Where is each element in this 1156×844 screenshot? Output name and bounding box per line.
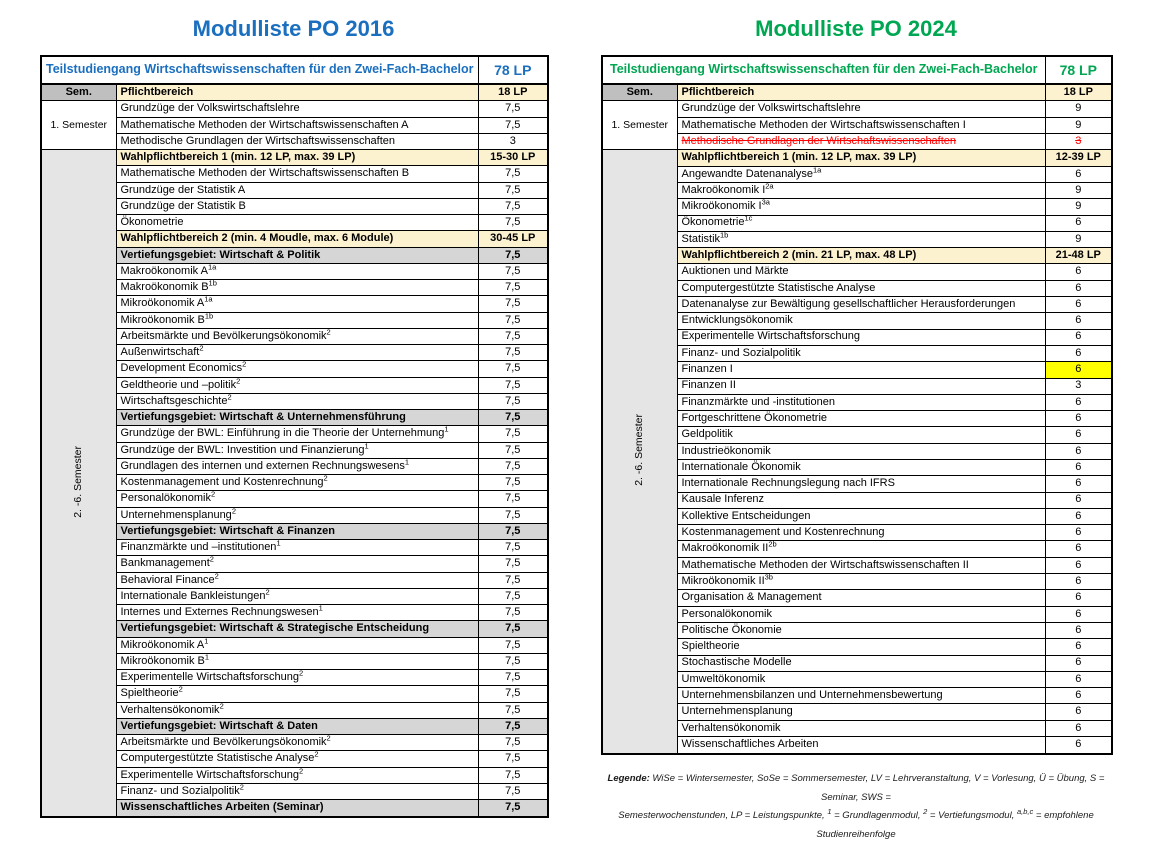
lp-cell: 7,5 xyxy=(478,312,548,328)
legend-superscript: 1 xyxy=(827,806,832,816)
legend-line-2 xyxy=(591,807,1121,844)
table-row xyxy=(41,653,548,669)
table-row xyxy=(41,361,548,377)
page-title-po2024: Modulliste PO 2024 xyxy=(755,16,957,41)
table-row xyxy=(41,328,548,344)
legend-superscript: a,b,c xyxy=(1016,806,1034,816)
lp-cell: 6 xyxy=(1045,443,1112,459)
table-row xyxy=(41,312,548,328)
table-row xyxy=(41,166,548,182)
module-cell: Wissenschaftliches Arbeiten xyxy=(677,737,1045,754)
table-row xyxy=(41,800,548,817)
table-row xyxy=(602,688,1112,704)
table-row xyxy=(41,117,548,133)
table-row xyxy=(41,442,548,458)
module-cell: Auktionen und Märkte xyxy=(677,264,1045,280)
lp-cell: 7,5 xyxy=(478,198,548,214)
module-cell: Organisation & Management xyxy=(677,590,1045,606)
module-cell: Unternehmensplanung$^2$ xyxy=(116,507,478,523)
table-row xyxy=(41,735,548,751)
table-row xyxy=(41,670,548,686)
lp-cell: 7,5 xyxy=(478,117,548,133)
table-row xyxy=(602,671,1112,687)
legend xyxy=(591,770,1121,844)
module-table-po2024 xyxy=(601,55,1113,755)
module-cell: Computergestützte Statistische Analyse xyxy=(677,280,1045,296)
table-row xyxy=(602,84,1112,101)
module-cell: Experimentelle Wirtschaftsforschung$^2$ xyxy=(116,670,478,686)
legend-text: = Grundlagenmodul, xyxy=(831,810,924,822)
module-cell: Internationale Bankleistungen$^2$ xyxy=(116,588,478,604)
table-row xyxy=(41,751,548,767)
table-row xyxy=(41,150,548,166)
lp-cell: 7,5 xyxy=(478,280,548,296)
table-row xyxy=(41,182,548,198)
module-cell: Wahlpflichtbereich 1 (min. 12 LP, max. 39 LP) xyxy=(677,150,1045,166)
module-cell: Finanzen I xyxy=(677,362,1045,378)
table-row xyxy=(602,362,1112,378)
lp-cell: 6 xyxy=(1045,427,1112,443)
lp-cell: 7,5 xyxy=(478,783,548,799)
table-row xyxy=(41,572,548,588)
lp-cell: 6 xyxy=(1045,590,1112,606)
table-row xyxy=(602,313,1112,329)
module-cell: Datenanalyse zur Bewältigung gesellschaftlicher Herausforderungen xyxy=(677,297,1045,313)
module-cell: Methodische Grundlagen der Wirtschaftswissenschaften xyxy=(116,133,478,149)
module-cell: Angewandte Datenanalyse$^{1a}$ xyxy=(677,166,1045,182)
module-cell: Geldtheorie und –politik$^2$ xyxy=(116,377,478,393)
module-cell: Internationale Ökonomik xyxy=(677,459,1045,475)
lp-cell: 7,5 xyxy=(478,247,548,263)
module-cell: Pflichtbereich xyxy=(116,84,478,101)
lp-cell: 6 xyxy=(1045,655,1112,671)
module-cell: Internes und Externes Rechnungswesen$^1$ xyxy=(116,605,478,621)
lp-cell: 7,5 xyxy=(478,670,548,686)
lp-cell: 7,5 xyxy=(478,410,548,426)
lp-cell: 6 xyxy=(1045,264,1112,280)
table-row xyxy=(41,702,548,718)
lp-cell: 6 xyxy=(1045,622,1112,638)
table-row xyxy=(41,263,548,279)
legend-line-1 xyxy=(591,770,1121,807)
module-cell: Kausale Inferenz xyxy=(677,492,1045,508)
table-row xyxy=(602,492,1112,508)
lp-cell: 18 LP xyxy=(478,84,548,101)
lp-cell: 7,5 xyxy=(478,458,548,474)
table-row xyxy=(41,426,548,442)
table-row xyxy=(602,117,1112,133)
table-row xyxy=(602,297,1112,313)
lp-cell: 6 xyxy=(1045,215,1112,231)
lp-cell: 6 xyxy=(1045,411,1112,427)
lp-cell: 7,5 xyxy=(478,491,548,507)
module-cell: Wirtschaftsgeschichte$^2$ xyxy=(116,393,478,409)
lp-cell: 3 xyxy=(1045,134,1112,150)
lp-cell: 7,5 xyxy=(478,166,548,182)
lp-cell: 6 xyxy=(1045,329,1112,345)
module-cell: Grundzüge der Volkswirtschaftslehre xyxy=(116,101,478,117)
lp-cell: 7,5 xyxy=(478,751,548,767)
module-cell: Development Economics$^2$ xyxy=(116,361,478,377)
module-cell: Personalökonomik xyxy=(677,606,1045,622)
module-cell: Grundzüge der Statistik A xyxy=(116,182,478,198)
module-cell: Mikroökonomik $A^1$ xyxy=(116,637,478,653)
table-row xyxy=(602,378,1112,394)
module-cell: Wissenschaftliches Arbeiten (Seminar) xyxy=(116,800,478,817)
module-cell: Makroökonomik $B^{1b}$ xyxy=(116,280,478,296)
table-row xyxy=(41,84,548,101)
lp-cell: 9 xyxy=(1045,101,1112,117)
sem-header-cell: Sem. xyxy=(41,84,116,101)
lp-cell: 21-48 LP xyxy=(1045,248,1112,264)
module-cell: Vertiefungsgebiet: Wirtschaft & Unternehmensführung xyxy=(116,410,478,426)
sem-cell: 2. -6. Semester xyxy=(41,150,116,817)
lp-cell: 6 xyxy=(1045,557,1112,573)
legend-text: = Vertiefungsmodul, xyxy=(927,810,1017,822)
lp-cell: 6 xyxy=(1045,574,1112,590)
module-cell: Wahlpflichtbereich 2 (min. 21 LP, max. 48 LP) xyxy=(677,248,1045,264)
lp-cell: 3 xyxy=(1045,378,1112,394)
sem-header-cell: Sem. xyxy=(602,84,677,101)
table-row xyxy=(602,231,1112,247)
table-row xyxy=(41,491,548,507)
lp-cell: 7,5 xyxy=(478,263,548,279)
table-row xyxy=(602,264,1112,280)
table-row xyxy=(41,198,548,214)
table-row xyxy=(602,329,1112,345)
table-row xyxy=(602,639,1112,655)
module-cell: Arbeitsmärkte und Bevölkerungsökonomik$^2$ xyxy=(116,328,478,344)
module-table-panel-po2016 xyxy=(40,55,547,818)
lp-cell: 6 xyxy=(1045,313,1112,329)
module-cell: Entwicklungsökonomik xyxy=(677,313,1045,329)
module-cell: Außenwirtschaft$^2$ xyxy=(116,345,478,361)
lp-cell: 7,5 xyxy=(478,426,548,442)
table-row xyxy=(41,280,548,296)
table-row xyxy=(602,248,1112,264)
table-row xyxy=(602,411,1112,427)
table-header-row xyxy=(602,56,1112,84)
table-row xyxy=(602,427,1112,443)
lp-cell: 7,5 xyxy=(478,345,548,361)
module-cell: Experimentelle Wirtschaftsforschung$^2$ xyxy=(116,767,478,783)
table-row xyxy=(41,507,548,523)
lp-cell: 6 xyxy=(1045,459,1112,475)
table-row xyxy=(41,686,548,702)
table-row xyxy=(602,101,1112,117)
table-row xyxy=(41,393,548,409)
module-cell: Ökonometrie xyxy=(116,215,478,231)
table-row xyxy=(41,718,548,734)
lp-cell: 7,5 xyxy=(478,215,548,231)
module-cell: Umweltökonomik xyxy=(677,671,1045,687)
table-row xyxy=(602,508,1112,524)
module-cell: Vertiefungsgebiet: Wirtschaft & Daten xyxy=(116,718,478,734)
lp-cell: 6 xyxy=(1045,541,1112,557)
module-cell: Finanzmärkte und –institutionen$^1$ xyxy=(116,540,478,556)
table-row xyxy=(602,574,1112,590)
lp-cell: 6 xyxy=(1045,345,1112,361)
lp-cell: 7,5 xyxy=(478,621,548,637)
sem-cell: 2. -6. Semester xyxy=(602,150,677,754)
lp-cell: 6 xyxy=(1045,671,1112,687)
module-cell: Bankmanagement$^2$ xyxy=(116,556,478,572)
sem-cell: 1. Semester xyxy=(602,101,677,150)
table-row xyxy=(41,523,548,539)
module-cell: Unternehmensbilanzen und Unternehmensbewertung xyxy=(677,688,1045,704)
page-title-po2016: Modulliste PO 2016 xyxy=(192,16,395,41)
lp-cell: 6 xyxy=(1045,280,1112,296)
table-header-title: Teilstudiengang Wirtschaftswissenschaften für den Zwei-Fach-Bachelor xyxy=(41,56,478,84)
module-cell: Computergestützte Statistische Analyse$^2$ xyxy=(116,751,478,767)
table-row xyxy=(41,783,548,799)
module-cell: Mikroökonomik $I^{3a}$ xyxy=(677,199,1045,215)
lp-cell: 6 xyxy=(1045,737,1112,754)
table-header-lp: 78 LP xyxy=(478,56,548,84)
module-cell: Wahlpflichtbereich 2 (min. 4 Moudle, max. 6 Module) xyxy=(116,231,478,247)
table-row xyxy=(41,231,548,247)
table-row xyxy=(41,475,548,491)
module-cell: Mathematische Methoden der Wirtschaftswissenschaften II xyxy=(677,557,1045,573)
lp-cell: 7,5 xyxy=(478,702,548,718)
lp-cell: 6 xyxy=(1045,166,1112,182)
lp-cell: 7,5 xyxy=(478,475,548,491)
table-row xyxy=(602,345,1112,361)
module-cell: Verhaltensökonomik xyxy=(677,720,1045,736)
table-row xyxy=(602,525,1112,541)
lp-cell: 30-45 LP xyxy=(478,231,548,247)
module-cell: Experimentelle Wirtschaftsforschung xyxy=(677,329,1045,345)
table-row xyxy=(602,720,1112,736)
module-cell: Behavioral Finance$^2$ xyxy=(116,572,478,588)
module-cell: Unternehmensplanung xyxy=(677,704,1045,720)
table-row xyxy=(41,133,548,149)
module-cell: Kostenmanagement und Kostenrechnung$^2$ xyxy=(116,475,478,491)
lp-cell: 7,5 xyxy=(478,718,548,734)
lp-cell: 6 xyxy=(1045,362,1112,378)
module-cell: Mikroökonomik $II^{3b}$ xyxy=(677,574,1045,590)
module-cell: Kostenmanagement und Kostenrechnung xyxy=(677,525,1045,541)
lp-cell: 7,5 xyxy=(478,653,548,669)
table-row xyxy=(602,557,1112,573)
legend-label: Legende: xyxy=(607,773,650,784)
module-cell: Politische Ökonomie xyxy=(677,622,1045,638)
lp-cell: 7,5 xyxy=(478,800,548,817)
lp-cell: 9 xyxy=(1045,117,1112,133)
module-cell: Industrieökonomik xyxy=(677,443,1045,459)
module-cell: Spieltheorie$^2$ xyxy=(116,686,478,702)
lp-cell: 7,5 xyxy=(478,523,548,539)
module-cell: Mathematische Methoden der Wirtschaftswissenschaften I xyxy=(677,117,1045,133)
table-row xyxy=(41,410,548,426)
module-cell: Grundzüge der Statistik B xyxy=(116,198,478,214)
lp-cell: 6 xyxy=(1045,720,1112,736)
module-cell: Mikroökonomik $B^{1b}$ xyxy=(116,312,478,328)
table-row xyxy=(41,215,548,231)
module-cell: Grundzüge der BWL: Einführung in die Theorie der Unternehmung$^1$ xyxy=(116,426,478,442)
legend-superscript: 2 xyxy=(923,806,928,816)
lp-cell: 7,5 xyxy=(478,328,548,344)
lp-cell: 12-39 LP xyxy=(1045,150,1112,166)
module-cell: Fortgeschrittene Ökonometrie xyxy=(677,411,1045,427)
module-cell: Vertiefungsgebiet: Wirtschaft & Finanzen xyxy=(116,523,478,539)
lp-cell: 6 xyxy=(1045,297,1112,313)
lp-cell: 6 xyxy=(1045,606,1112,622)
module-cell: Internationale Rechnungslegung nach IFRS xyxy=(677,476,1045,492)
lp-cell: 7,5 xyxy=(478,572,548,588)
table-row xyxy=(602,199,1112,215)
module-cell: Spieltheorie xyxy=(677,639,1045,655)
table-row xyxy=(41,767,548,783)
lp-cell: 7,5 xyxy=(478,767,548,783)
module-cell: Wahlpflichtbereich 1 (min. 12 LP, max. 39 LP) xyxy=(116,150,478,166)
lp-cell: 7,5 xyxy=(478,296,548,312)
lp-cell: 7,5 xyxy=(478,588,548,604)
lp-cell: 3 xyxy=(478,133,548,149)
module-cell: Vertiefungsgebiet: Wirtschaft & Strategische Entscheidung xyxy=(116,621,478,637)
table-row xyxy=(602,655,1112,671)
table-row xyxy=(602,622,1112,638)
table-header-title: Teilstudiengang Wirtschaftswissenschaften für den Zwei-Fach-Bachelor xyxy=(602,56,1045,84)
lp-cell: 7,5 xyxy=(478,735,548,751)
lp-cell: 7,5 xyxy=(478,442,548,458)
module-cell: Methodische Grundlagen der Wirtschaftswissenschaften xyxy=(677,134,1045,150)
lp-cell: 9 xyxy=(1045,199,1112,215)
legend-text: Semesterwochenstunden, LP = Leistungspunkte, xyxy=(618,810,828,822)
table-row xyxy=(602,459,1112,475)
table-row xyxy=(41,588,548,604)
lp-cell: 6 xyxy=(1045,476,1112,492)
table-row xyxy=(602,150,1112,166)
module-cell: Finanz- und Sozialpolitik$^2$ xyxy=(116,783,478,799)
table-row xyxy=(41,345,548,361)
lp-cell: 7,5 xyxy=(478,377,548,393)
table-row xyxy=(602,215,1112,231)
table-row xyxy=(41,377,548,393)
module-cell: Grundzüge der BWL: Investition und Finanzierung$^1$ xyxy=(116,442,478,458)
module-cell: Makroökonomik $II^{2b}$ xyxy=(677,541,1045,557)
lp-cell: 7,5 xyxy=(478,540,548,556)
lp-cell: 6 xyxy=(1045,508,1112,524)
table-row xyxy=(41,605,548,621)
module-cell: Kollektive Entscheidungen xyxy=(677,508,1045,524)
module-cell: Personalökonomik$^2$ xyxy=(116,491,478,507)
lp-cell: 7,5 xyxy=(478,605,548,621)
module-cell: Stochastische Modelle xyxy=(677,655,1045,671)
lp-cell: 15-30 LP xyxy=(478,150,548,166)
module-cell: Verhaltensökonomik$^2$ xyxy=(116,702,478,718)
legend-text: = empfohlene Studienreihenfolge xyxy=(816,810,1094,840)
module-cell: Finanz- und Sozialpolitik xyxy=(677,345,1045,361)
module-table-panel-po2024 xyxy=(601,55,1111,755)
table-row xyxy=(41,556,548,572)
lp-cell: 7,5 xyxy=(478,637,548,653)
table-row xyxy=(41,540,548,556)
table-header-row xyxy=(41,56,548,84)
table-row xyxy=(41,296,548,312)
module-cell: Mathematische Methoden der Wirtschaftswissenschaften A xyxy=(116,117,478,133)
lp-cell: 6 xyxy=(1045,525,1112,541)
table-row xyxy=(41,637,548,653)
table-row xyxy=(41,101,548,117)
module-cell: Makroökonomik $A^{1a}$ xyxy=(116,263,478,279)
module-table-po2016 xyxy=(40,55,549,818)
module-cell: Statistik$^{1b}$ xyxy=(677,231,1045,247)
table-row xyxy=(602,280,1112,296)
table-row xyxy=(602,606,1112,622)
lp-cell: 7,5 xyxy=(478,101,548,117)
table-row xyxy=(602,590,1112,606)
lp-cell: 18 LP xyxy=(1045,84,1112,101)
lp-cell: 7,5 xyxy=(478,686,548,702)
table-row xyxy=(602,182,1112,198)
table-row xyxy=(602,166,1112,182)
table-row xyxy=(602,443,1112,459)
module-cell: Grundzüge der Volkswirtschaftslehre xyxy=(677,101,1045,117)
lp-cell: 7,5 xyxy=(478,182,548,198)
module-cell: Arbeitsmärkte und Bevölkerungsökonomik$^2$ xyxy=(116,735,478,751)
lp-cell: 6 xyxy=(1045,492,1112,508)
module-cell: Mikroökonomik $B^1$ xyxy=(116,653,478,669)
table-row xyxy=(41,247,548,263)
module-cell: Mikroökonomik $A^{1a}$ xyxy=(116,296,478,312)
table-row xyxy=(41,458,548,474)
table-row xyxy=(602,541,1112,557)
lp-cell: 7,5 xyxy=(478,556,548,572)
lp-cell: 9 xyxy=(1045,231,1112,247)
module-cell: Mathematische Methoden der Wirtschaftswissenschaften B xyxy=(116,166,478,182)
lp-cell: 7,5 xyxy=(478,393,548,409)
module-cell: Finanzen II xyxy=(677,378,1045,394)
module-cell: Vertiefungsgebiet: Wirtschaft & Politik xyxy=(116,247,478,263)
lp-cell: 6 xyxy=(1045,639,1112,655)
lp-cell: 6 xyxy=(1045,704,1112,720)
legend-line-1-text: WiSe = Wintersemester, SoSe = Sommersemester, LV = Lehrveranstaltung, V = Vorlesung, Ü = Übung, S = Seminar, SWS = xyxy=(652,773,1105,803)
table-row xyxy=(41,621,548,637)
table-row xyxy=(602,394,1112,410)
module-cell: Geldpolitik xyxy=(677,427,1045,443)
module-cell: Ökonometrie$^{1c}$ xyxy=(677,215,1045,231)
module-cell: Finanzmärkte und -institutionen xyxy=(677,394,1045,410)
lp-cell: 7,5 xyxy=(478,507,548,523)
lp-cell: 6 xyxy=(1045,394,1112,410)
sem-cell: 1. Semester xyxy=(41,101,116,150)
lp-cell: 7,5 xyxy=(478,361,548,377)
lp-cell: 9 xyxy=(1045,182,1112,198)
table-row xyxy=(602,134,1112,150)
table-row xyxy=(602,476,1112,492)
module-cell: Makroökonomik $I^{2a}$ xyxy=(677,182,1045,198)
table-row xyxy=(602,737,1112,754)
table-header-lp: 78 LP xyxy=(1045,56,1112,84)
module-cell: Grundlagen des internen und externen Rechnungswesens$^1$ xyxy=(116,458,478,474)
module-cell: Pflichtbereich xyxy=(677,84,1045,101)
lp-cell: 6 xyxy=(1045,688,1112,704)
table-row xyxy=(602,704,1112,720)
